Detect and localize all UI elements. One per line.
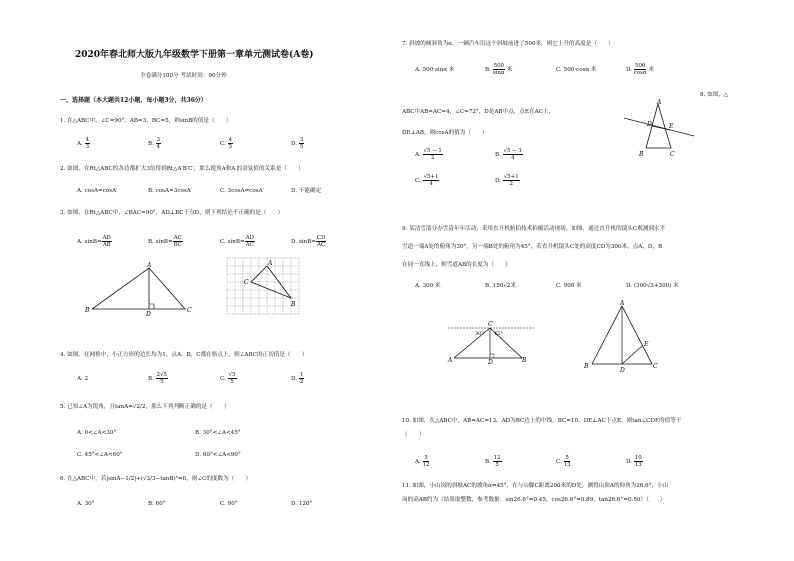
- q4-option-b: B. $\frac{2√5}{5}$: [148, 372, 167, 385]
- q3-label-a: A: [147, 262, 152, 269]
- q10-figure: [584, 300, 664, 375]
- q1-stem: 1. 在△ABC中，∠C=90°，AB=3，BC=5，则sinB的值是（ ）: [60, 118, 232, 124]
- q7-option-c: C. 500·cosα 米: [556, 67, 597, 73]
- q9-angle-45: 45°: [494, 331, 503, 337]
- q8-option-c: C. $\frac{√5+1}{4}$: [415, 174, 439, 187]
- q6-option-d: D. 120°: [291, 501, 313, 507]
- q2-option-d: D. 不能确定: [291, 188, 322, 194]
- q8-head: 8. 如图，△: [700, 92, 729, 98]
- q9-label-c: C: [488, 321, 493, 328]
- paper-subtitle: 全卷满分100分 考试时间：90分钟: [140, 73, 227, 79]
- q8-label-d: D: [647, 121, 652, 128]
- q10-line1: 10. 如图，在△ABC中，AB=AC=13，AD为BC边上的中线，BC=10，DE⊥AC于点E，则tan∠CDE的值等于: [402, 418, 682, 424]
- q1-option-b: B. $\frac{3}{4}$: [148, 137, 161, 150]
- q8-line2: DE⊥AB，则cosA的值为（ ）: [402, 130, 488, 136]
- q8-label-a: A: [657, 99, 662, 106]
- q9-line1: 9. 某清雪部分办雪清年年活动，采用直升机航拍技术拍摄活动现场。如图，通过直升机的镜头C观测到水平: [402, 226, 666, 232]
- q4-label-c: C: [244, 279, 249, 286]
- q9-angle-30: 30°: [475, 331, 484, 337]
- q9-figure: [448, 320, 538, 365]
- left-column: [15, 0, 395, 561]
- q3-stem: 3. 如图，在Rt△ABC中，∠BAC=90°，AD⊥BC于点D，则下列结论不正确的是（ ）: [60, 210, 284, 216]
- q8-label-e: E: [669, 123, 674, 130]
- q1-option-a: A. $\frac{4}{3}$: [77, 137, 90, 150]
- q8-option-d: D. $\frac{√5+1}{2}$: [495, 174, 519, 187]
- q5-stem: 5. 已知∠A为锐角，且tanA=√2/2，那么下列判断正确的是（ ）: [60, 404, 230, 410]
- q10-option-d: D. $\frac{10}{13}$: [626, 455, 642, 468]
- q9-label-b: B: [522, 357, 527, 364]
- section-heading: 一、选择题（本大题共12小题，每小题3分，共36分）: [60, 97, 207, 104]
- q2-option-a: A. cosA=cosA′: [77, 188, 118, 194]
- q11-line1: 11. 如图，小山岗的斜坡AC的坡角α=45°，在与山脚C距离200米的D处，测得山顶A的仰角为26.6°，小山: [402, 483, 669, 489]
- q4-option-c: C. $\frac{√5}{5}$: [220, 372, 236, 385]
- q6-option-a: A. 30°: [77, 501, 95, 507]
- q4-option-d: D. $\frac{1}{2}$: [291, 372, 304, 385]
- q7-option-a: A. 500·sinα 米: [415, 67, 455, 73]
- q10-label-a: A: [620, 300, 625, 307]
- q9-label-a: A: [448, 357, 453, 364]
- q2-stem: 2. 如图，在Rt△ABC的各边都扩大3倍得到Rt△A′B′C′，那么锐角A和A′的余弦值的关系是（ ）: [60, 166, 304, 172]
- q11-line2: 岗的高AB约为（结果取整数，参考数据：sin26.6°=0.45，cos26.6°=0.89，tan26.6°=0.50）（ ）: [402, 497, 666, 503]
- q4-grid-figure: [227, 258, 307, 318]
- q1-option-d: D. $\frac{3}{5}$: [291, 137, 304, 150]
- q9-line2: 雪道一端A处的俯角为30°，另一端B处的俯角为45°，若直升机镜头C处的高度CD为300米，点A，D，B: [402, 244, 663, 250]
- q1-option-c: C. $\frac{4}{5}$: [220, 137, 233, 150]
- q8-line1: ABC中AB=AC=4，∠C=72°，D是AB中点，点E在AC上，: [402, 109, 555, 115]
- q6-stem: 6. 在△ABC中，若|sinA−1/2|+(√3/3−tanB)²=0，则∠C的度数为（ ）: [60, 476, 252, 482]
- q4-option-a: A. 2: [77, 376, 89, 382]
- q3-label-d: D: [146, 311, 151, 318]
- q4-label-b: B: [291, 301, 296, 308]
- q10-line2: （ ）: [402, 432, 425, 438]
- q3-option-d: D. sinB= $\frac{CD}{AC}$: [291, 235, 326, 248]
- q6-option-c: C. 90°: [220, 501, 238, 507]
- q3-label-b: B: [85, 307, 90, 314]
- q3-option-c: C. sinB= $\frac{AD}{AC}$: [220, 235, 254, 248]
- q9-option-c: C. 900 米: [556, 283, 582, 289]
- q8-label-b: B: [639, 151, 644, 158]
- q5-option-a: A. 0<∠A<30°: [77, 430, 117, 436]
- q10-option-c: C. $\frac{5}{13}$: [556, 455, 571, 468]
- q8-label-c: C: [670, 151, 675, 158]
- q7-stem: 7. 斜坡的倾斜角为α，一辆汽车沿这个斜坡前进了500米，则它上升的高度是（ ）: [402, 41, 614, 47]
- q4-label-a: A: [268, 260, 273, 267]
- q9-option-d: D. (300√3+300) 米: [626, 283, 679, 289]
- q7-option-b: B. $\frac{500}{\sin\alpha}$ 米: [485, 63, 513, 76]
- q9-label-d: D: [488, 359, 493, 366]
- q3-option-b: B. sinB= $\frac{AC}{BC}$: [148, 235, 182, 248]
- q10-option-b: B. $\frac{12}{5}$: [485, 455, 501, 468]
- q5-option-d: D. 60°<∠A<90°: [195, 452, 241, 458]
- q8-figure: [624, 100, 704, 160]
- q9-option-b: B. 150√2米: [485, 283, 517, 289]
- q4-stem: 4. 如图，在网格中，小正方形的边长均为1，点A，B，C都在格点上，则∠ABC的正切值是（ ）: [60, 352, 308, 358]
- q8-option-b: B. $\frac{√5 - 1}{4}$: [495, 148, 522, 161]
- paper-title: 2020年春北师大版九年级数学下册第一章单元测试卷(A卷): [75, 50, 314, 60]
- q7-option-d: D. $\frac{500}{\cos\alpha}$ 米: [626, 63, 654, 76]
- q3-option-a: A. sinB= $\frac{AD}{AB}$: [77, 235, 111, 248]
- q10-label-b: B: [584, 363, 589, 370]
- q2-option-b: B. cosA=3cosA′: [148, 188, 193, 194]
- q3-label-c: C: [187, 307, 192, 314]
- q8-option-a: A. $\frac{√5 - 1}{2}$: [415, 148, 442, 161]
- q3-figure: [87, 262, 197, 317]
- q10-option-a: A. $\frac{5}{12}$: [415, 455, 430, 468]
- q10-label-e: E: [644, 341, 649, 348]
- q5-option-b: B. 30°<∠A<45°: [195, 430, 241, 436]
- q9-option-a: A. 300 米: [415, 283, 441, 289]
- right-column: [398, 0, 778, 561]
- q10-label-d: D: [620, 367, 625, 374]
- q2-option-c: C. 3cosA=cosA′: [220, 188, 264, 194]
- q6-option-b: B. 60°: [148, 501, 166, 507]
- q9-line3: 在同一直线上，则雪道AB的长度为（ ）: [402, 262, 511, 268]
- q5-option-c: C. 45°<∠A<60°: [77, 452, 123, 458]
- q10-label-c: C: [653, 363, 658, 370]
